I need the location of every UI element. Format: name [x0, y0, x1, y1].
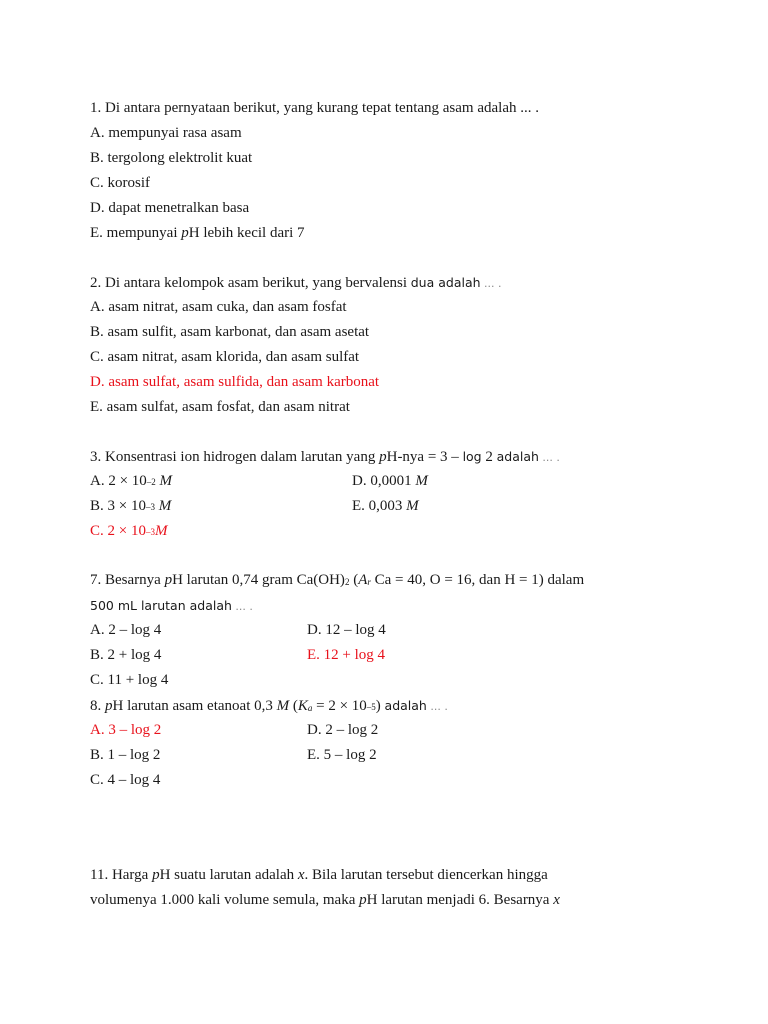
question-8-option-b: B. 1 – log 2: [90, 747, 161, 763]
question-7-stem-line-2: 500 mL larutan adalah ... .: [90, 598, 253, 613]
question-3-stem: 3. Konsentrasi ion hidrogen dalam larutan yang pH-nya = 3 – log 2 adalah ... .: [90, 449, 560, 465]
question-1-option-a: A. mempunyai rasa asam: [90, 125, 242, 141]
question-3-option-c-answer: C. 2 × 10–3M: [90, 523, 168, 539]
question-8-option-e: E. 5 – log 2: [307, 747, 377, 763]
question-2-option-a: A. asam nitrat, asam cuka, dan asam fosfat: [90, 299, 347, 315]
question-7-option-a: A. 2 – log 4: [90, 622, 162, 638]
question-2-option-d-answer: D. asam sulfat, asam sulfida, dan asam karbonat: [90, 374, 380, 390]
question-1-option-d: D. dapat menetralkan basa: [90, 200, 250, 216]
question-7-option-d: D. 12 – log 4: [307, 622, 386, 638]
question-1-stem: 1. Di antara pernyataan berikut, yang kurang tepat tentang asam adalah ... .: [90, 100, 539, 116]
question-8-option-a-answer: A. 3 – log 2: [90, 722, 162, 738]
question-7-option-b: B. 2 + log 4: [90, 647, 162, 663]
question-8-stem: 8. pH larutan asam etanoat 0,3 M (Ka = 2 × 10–5) adalah ... .: [90, 698, 448, 714]
question-2: [90, 270, 730, 420]
question-2-stem: 2. Di antara kelompok asam berikut, yang bervalensi dua adalah ... .: [90, 275, 502, 291]
question-7-option-e-answer: E. 12 + log 4: [307, 647, 386, 663]
question-8: [90, 693, 730, 793]
question-3-option-a: A. 2 × 10–2 M: [90, 473, 173, 489]
question-11-stem-line-1: 11. Harga pH suatu larutan adalah x. Bila larutan tersebut diencerkan hingga: [90, 867, 548, 883]
question-7: [90, 568, 730, 693]
question-7-option-c: C. 11 + log 4: [90, 672, 169, 688]
question-2-option-c: C. asam nitrat, asam klorida, dan asam sulfat: [90, 349, 360, 365]
question-1-option-c: C. korosif: [90, 175, 150, 191]
question-3-option-e: E. 0,003 M: [352, 498, 419, 514]
question-7-stem-line-1: 7. Besarnya pH larutan 0,74 gram Ca(OH)2 (Ar Ca = 40, O = 16, dan H = 1) dalam: [90, 572, 585, 588]
question-1-option-b: B. tergolong elektrolit kuat: [90, 150, 253, 166]
question-sheet: [90, 96, 730, 913]
question-7-row-2: [90, 643, 730, 668]
question-3-option-b: B. 3 × 10–3 M: [90, 498, 172, 514]
question-8-row-1: [90, 718, 730, 743]
question-3-row-1: [90, 469, 730, 494]
question-1: [90, 96, 730, 246]
question-11-stem-line-2: volumenya 1.000 kali volume semula, maka pH larutan menjadi 6. Besarnya x: [90, 892, 560, 908]
question-2-option-e: E. asam sulfat, asam fosfat, dan asam nitrat: [90, 399, 350, 415]
question-8-option-d: D. 2 – log 2: [307, 722, 379, 738]
question-3-row-2: [90, 494, 730, 519]
question-8-option-c: C. 4 – log 4: [90, 772, 161, 788]
question-11: [90, 863, 730, 913]
question-7-row-1: [90, 618, 730, 643]
question-8-row-2: [90, 743, 730, 768]
question-3: [90, 444, 730, 544]
question-3-option-d: D. 0,0001 M: [352, 473, 428, 489]
question-1-option-e: E. mempunyai pH lebih kecil dari 7: [90, 225, 305, 241]
question-2-option-b: B. asam sulfit, asam karbonat, dan asam asetat: [90, 324, 370, 340]
